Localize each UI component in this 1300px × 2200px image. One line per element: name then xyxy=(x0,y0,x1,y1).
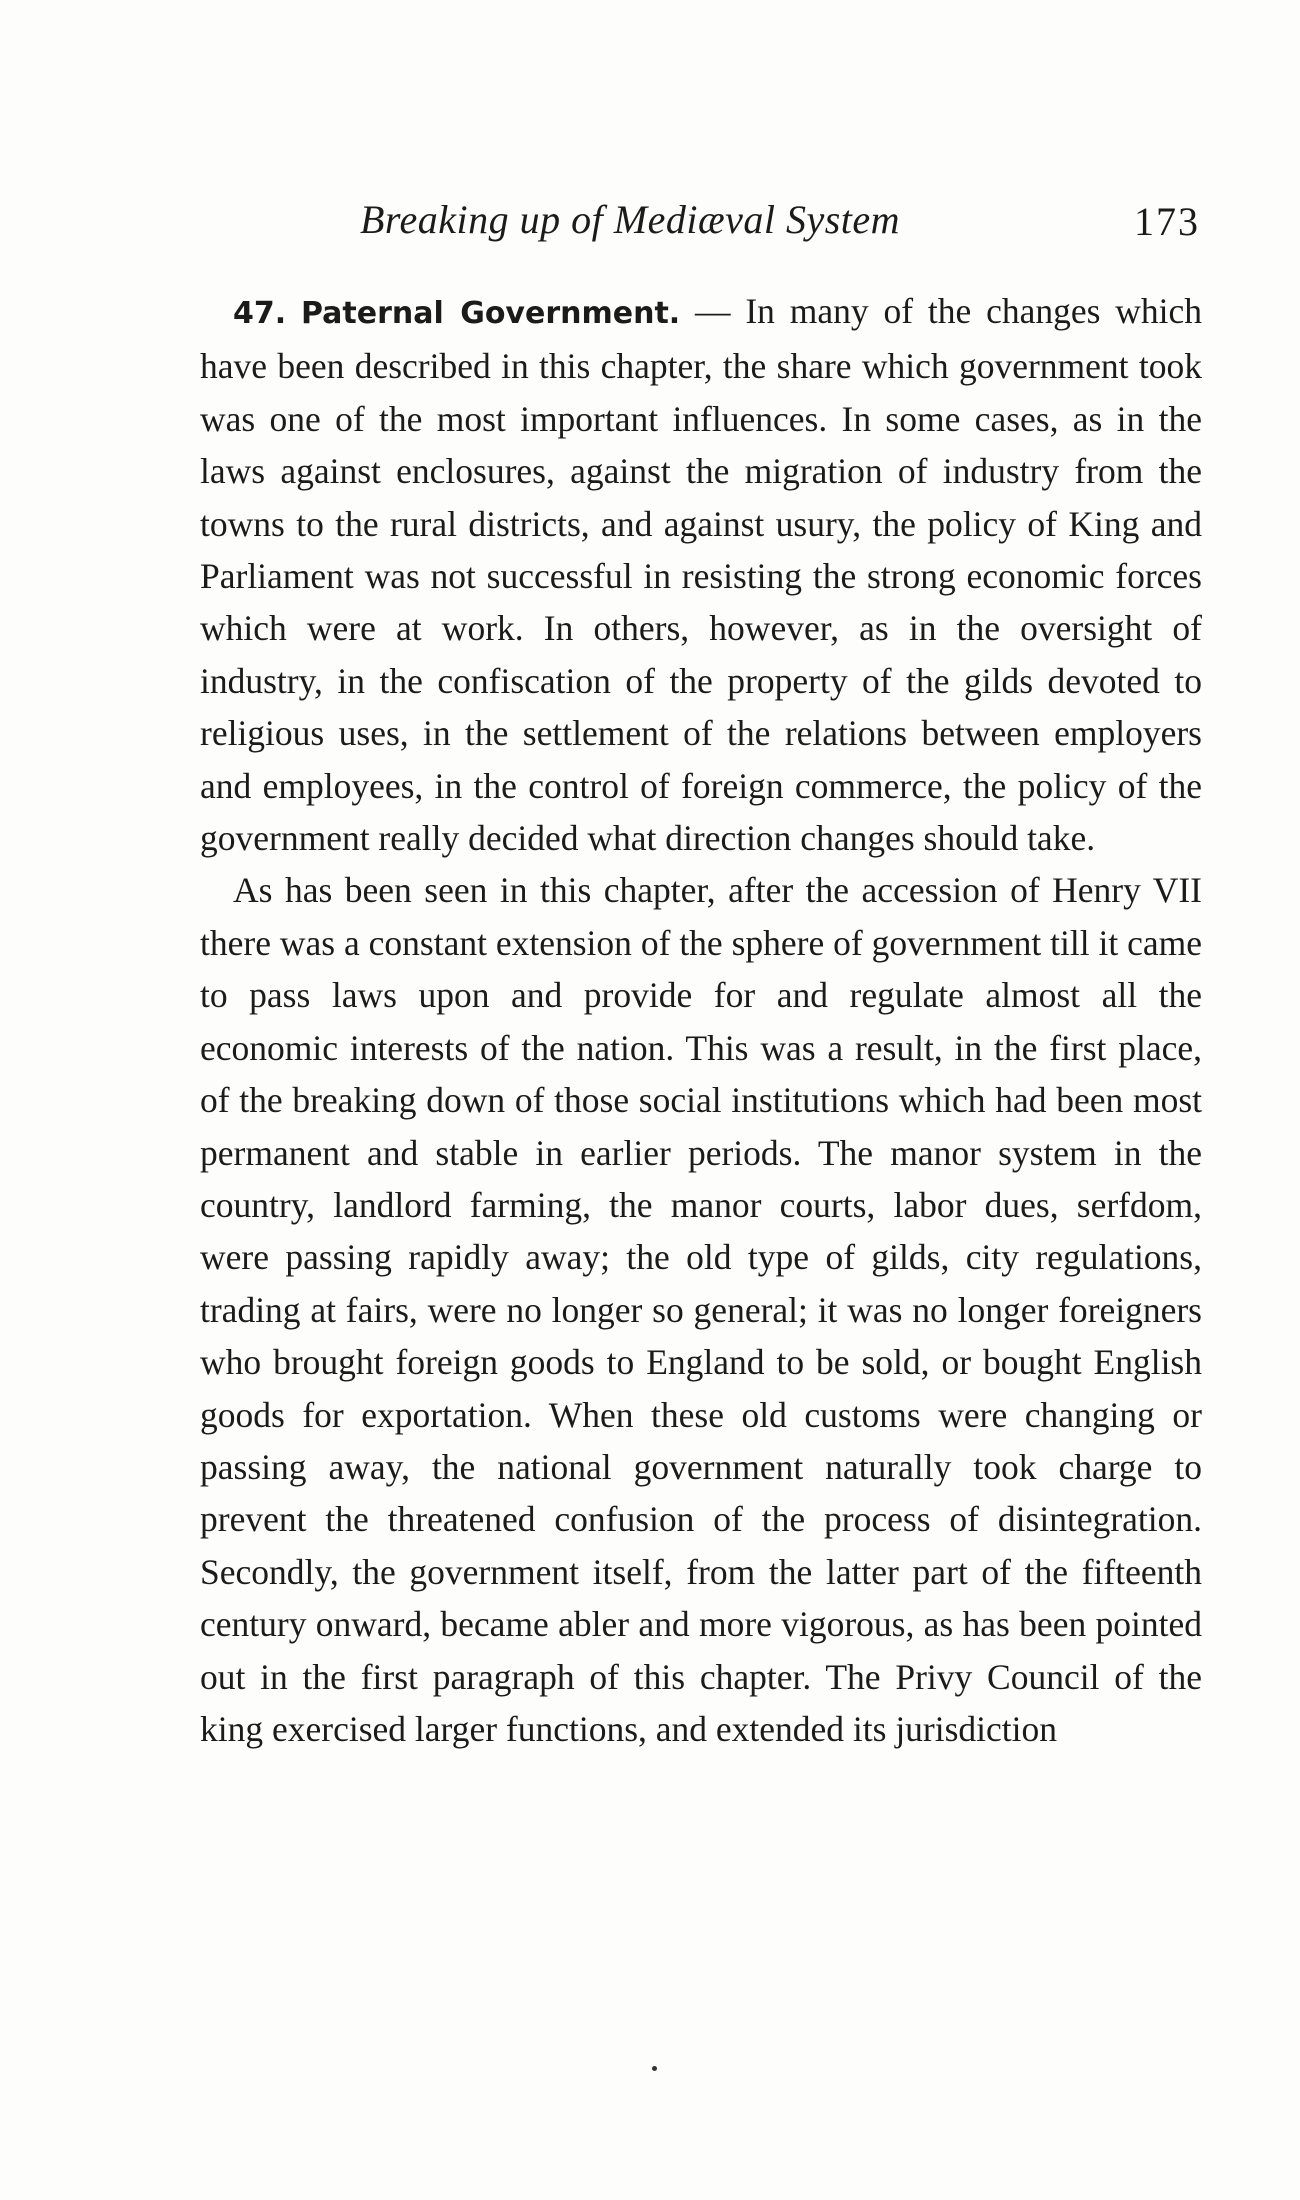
paragraph-2-text: As has been seen in this chapter, after the accession of Henry VII there was a constant extension of the sphere of government till it came to pass laws upon and provide for and regulate almost all the economic interests of the nation. This was a result, in the first place, of the breaking down of those social institutions which had been most permanent and stable in earlier periods. The manor system in the country, landlord farming, the manor courts, labor dues, serfdom, were passing rapidly away; the old type of gilds, city regulations, trading at fairs, were no longer so general; it was no longer foreigners who brought foreign goods to England to be sold, or bought English goods for exportation. When these old customs were changing or passing away, the national government naturally took charge to prevent the threatened confusion of the process of disintegration. Secondly, the government itself, from the latter part of the fifteenth century onward, became abler and more vigorous, as has been pointed out in the first paragraph of this chapter. The Privy Council of the king exercised larger functions, and extended its jurisdiction xyxy=(200,870,1202,1749)
paragraph-1-text: In many of the changes which have been described in this chapter, the share which government took was one of the most important influences. In some cases, as in the laws against enclosures, against the migration of industry from the towns to the rural districts, and against usury, the policy of King and Parliament was not successful in resisting the strong economic forces which were at work. In others, however, as in the oversight of industry, in the confiscation of the property of the gilds devoted to religious uses, in the settlement of the relations between employers and employees, in the control of foreign commerce, the policy of the government really decided what direction changes should take. xyxy=(200,291,1203,859)
running-head xyxy=(200,196,1200,256)
page-number: 173 xyxy=(1134,199,1200,244)
section-title: Paternal Government. xyxy=(301,296,681,331)
body-text xyxy=(200,285,1202,1755)
section-number: 47. xyxy=(233,296,287,331)
paragraph-2 xyxy=(200,864,1202,1755)
running-title: Breaking up of Mediæval System xyxy=(360,197,901,242)
section-separator: — xyxy=(680,291,746,331)
print-speck xyxy=(652,2066,657,2071)
paragraph-1 xyxy=(200,285,1202,864)
